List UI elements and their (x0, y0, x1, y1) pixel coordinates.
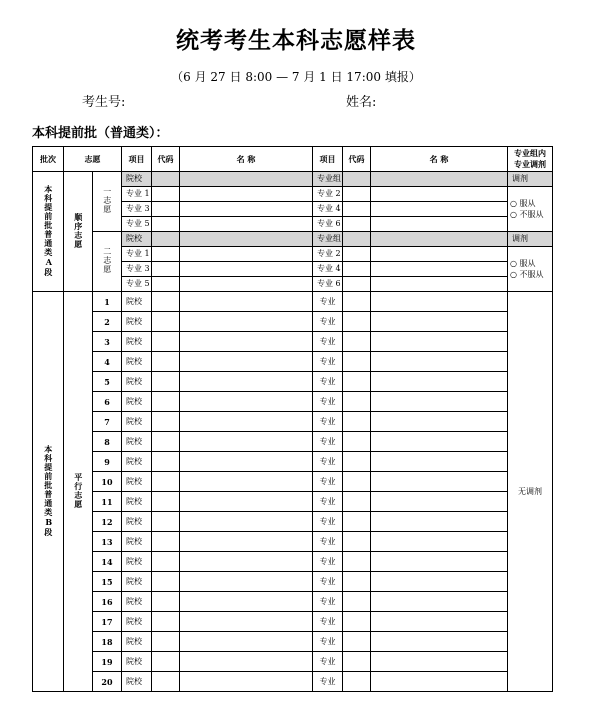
item-label-2: 专业 (313, 432, 343, 452)
name-field[interactable] (180, 217, 313, 232)
item-label: 专业 5 (122, 277, 152, 292)
b-row (33, 672, 553, 692)
code-field-2[interactable] (343, 262, 371, 277)
wish-number-cell (93, 172, 122, 232)
code-field[interactable] (152, 512, 180, 532)
item-label-2: 专业 (313, 452, 343, 472)
wish-index: 15 (93, 572, 122, 592)
code-field[interactable] (152, 247, 180, 262)
item-label: 院校 (122, 332, 152, 352)
exam-number-label: 考生号: (82, 95, 126, 110)
code-field[interactable] (152, 452, 180, 472)
section-title: 本科提前批（普通类）： (32, 126, 169, 141)
code-field-2[interactable] (343, 352, 371, 372)
code-field[interactable] (152, 532, 180, 552)
b-row (33, 372, 553, 392)
name-field[interactable] (180, 277, 313, 292)
name-field-2[interactable] (371, 217, 508, 232)
item-label: 专业 1 (122, 187, 152, 202)
code-field[interactable] (152, 652, 180, 672)
code-field[interactable] (152, 312, 180, 332)
name-field[interactable] (180, 332, 313, 352)
wish-index: 14 (93, 552, 122, 572)
b-row (33, 572, 553, 592)
name-field-2[interactable] (371, 552, 508, 572)
code-field-2[interactable] (343, 632, 371, 652)
batch-b-label: 本科提前批普通类B段 (43, 444, 54, 537)
item-label: 院校 (122, 352, 152, 372)
name-field[interactable] (180, 262, 313, 277)
code-field-2[interactable] (343, 492, 371, 512)
code-field[interactable] (152, 572, 180, 592)
name-field-2[interactable] (371, 652, 508, 672)
item-label-2: 专业 (313, 292, 343, 312)
name-field-2[interactable] (371, 532, 508, 552)
code-field-2[interactable] (343, 247, 371, 262)
name-field-2[interactable] (371, 672, 508, 692)
code-field[interactable] (152, 432, 180, 452)
name-field-2[interactable] (371, 492, 508, 512)
adjust-accept-radio[interactable]: ○ 服从 (510, 199, 536, 208)
code-field[interactable] (152, 217, 180, 232)
b-row (33, 352, 553, 372)
code-field-2[interactable] (343, 672, 371, 692)
code-field-2[interactable] (343, 512, 371, 532)
name-field-2[interactable] (371, 632, 508, 652)
code-field-2[interactable] (343, 532, 371, 552)
header-name: 名 称 (180, 147, 313, 172)
code-field-2[interactable] (343, 392, 371, 412)
item-label: 院校 (122, 572, 152, 592)
item-label: 院校 (122, 412, 152, 432)
order-wish-label: 顺序志愿 (73, 212, 84, 249)
name-field[interactable] (180, 552, 313, 572)
item-label-2: 专业 (313, 492, 343, 512)
item-label: 专业 1 (122, 247, 152, 262)
code-field[interactable] (152, 292, 180, 312)
name-field[interactable] (180, 232, 313, 247)
b-row (33, 552, 553, 572)
item-label-2: 专业 6 (313, 217, 343, 232)
code-field[interactable] (152, 472, 180, 492)
adjust-title: 调剂 (508, 232, 553, 247)
wish-index: 16 (93, 592, 122, 612)
item-label-2: 专业 (313, 632, 343, 652)
b-row (33, 652, 553, 672)
name-field-2[interactable] (371, 277, 508, 292)
name-field-2[interactable] (371, 187, 508, 202)
name-field[interactable] (180, 372, 313, 392)
code-field[interactable] (152, 172, 180, 187)
item-label: 院校 (122, 512, 152, 532)
code-field[interactable] (152, 632, 180, 652)
name-field-2[interactable] (371, 472, 508, 492)
code-field-2[interactable] (343, 332, 371, 352)
order-wish-cell (64, 172, 93, 292)
header-code: 代码 (152, 147, 180, 172)
code-field-2[interactable] (343, 312, 371, 332)
wish-number-cell (93, 232, 122, 292)
name-field[interactable] (180, 572, 313, 592)
b-row (33, 592, 553, 612)
adjust-accept-radio[interactable]: ○ 服从 (510, 259, 536, 268)
item-label: 专业 5 (122, 217, 152, 232)
code-field[interactable] (152, 262, 180, 277)
wish-form-table (32, 146, 553, 692)
item-label: 院校 (122, 432, 152, 452)
name-field[interactable] (180, 432, 313, 452)
batch-a-cell (33, 172, 64, 292)
wish-index: 13 (93, 532, 122, 552)
wish-index: 1 (93, 292, 122, 312)
name-field[interactable] (180, 452, 313, 472)
item-label: 院校 (122, 592, 152, 612)
b-row (33, 392, 553, 412)
item-label: 专业 3 (122, 262, 152, 277)
wish-number-label: 一志愿 (102, 187, 112, 214)
name-field[interactable] (180, 532, 313, 552)
item-label-2: 专业 4 (313, 262, 343, 277)
b-row (33, 532, 553, 552)
item-label-2: 专业 (313, 332, 343, 352)
item-label: 专业 3 (122, 202, 152, 217)
b-row (33, 612, 553, 632)
item-label-2: 专业 (313, 532, 343, 552)
header-adjust: 专业组内 专业调剂 (508, 147, 553, 172)
adjust-title: 调剂 (508, 172, 553, 187)
wish-index: 3 (93, 332, 122, 352)
name-field[interactable] (180, 187, 313, 202)
item-label-2: 专业 (313, 552, 343, 572)
code-field-2[interactable] (343, 277, 371, 292)
item-label: 院校 (122, 672, 152, 692)
code-field[interactable] (152, 412, 180, 432)
name-field[interactable] (180, 652, 313, 672)
name-field[interactable] (180, 492, 313, 512)
student-name-label: 姓名: (346, 95, 377, 110)
section-a-body (33, 172, 553, 292)
header-code-2: 代码 (343, 147, 371, 172)
wish-index: 8 (93, 432, 122, 452)
item-label: 院校 (122, 472, 152, 492)
wish-index: 18 (93, 632, 122, 652)
name-field[interactable] (180, 312, 313, 332)
item-label: 院校 (122, 652, 152, 672)
name-field[interactable] (180, 202, 313, 217)
item-label-2: 专业 6 (313, 277, 343, 292)
item-label-2: 专业 (313, 652, 343, 672)
code-field[interactable] (152, 372, 180, 392)
code-field[interactable] (152, 277, 180, 292)
wish-index: 2 (93, 312, 122, 332)
b-row (33, 492, 553, 512)
name-field-2[interactable] (371, 292, 508, 312)
name-field-2[interactable] (371, 612, 508, 632)
wish-index: 5 (93, 372, 122, 392)
code-field-2[interactable] (343, 172, 371, 187)
wish-index: 20 (93, 672, 122, 692)
wish-index: 4 (93, 352, 122, 372)
name-field-2[interactable] (371, 172, 508, 187)
page-title: 统考考生本科志愿样表 (176, 27, 416, 54)
code-field-2[interactable] (343, 187, 371, 202)
item-label-2: 专业 (313, 672, 343, 692)
code-field-2[interactable] (343, 372, 371, 392)
name-field-2[interactable] (371, 512, 508, 532)
b-row (33, 412, 553, 432)
item-label: 院校 (122, 552, 152, 572)
wish-index: 17 (93, 612, 122, 632)
code-field-2[interactable] (343, 232, 371, 247)
wish-index: 6 (93, 392, 122, 412)
name-field-2[interactable] (371, 202, 508, 217)
item-label-2: 专业 (313, 352, 343, 372)
name-field-2[interactable] (371, 372, 508, 392)
item-label-2: 专业 (313, 312, 343, 332)
code-field[interactable] (152, 672, 180, 692)
code-field-2[interactable] (343, 202, 371, 217)
code-field[interactable] (152, 332, 180, 352)
code-field-2[interactable] (343, 572, 371, 592)
item-label-2: 专业 (313, 592, 343, 612)
item-label-2: 专业组 (313, 172, 343, 187)
name-field[interactable] (180, 412, 313, 432)
adjust-options (508, 187, 553, 232)
wish-index: 10 (93, 472, 122, 492)
name-field-2[interactable] (371, 452, 508, 472)
name-field[interactable] (180, 392, 313, 412)
name-field-2[interactable] (371, 432, 508, 452)
item-label: 院校 (122, 492, 152, 512)
name-field-2[interactable] (371, 312, 508, 332)
section-b-body (33, 292, 553, 692)
item-label-2: 专业 (313, 472, 343, 492)
header-name-2: 名 称 (371, 147, 508, 172)
code-field[interactable] (152, 552, 180, 572)
item-label-2: 专业 (313, 572, 343, 592)
item-label-2: 专业组 (313, 232, 343, 247)
code-field[interactable] (152, 202, 180, 217)
item-label-2: 专业 (313, 612, 343, 632)
item-label: 院校 (122, 532, 152, 552)
name-field-2[interactable] (371, 572, 508, 592)
code-field[interactable] (152, 187, 180, 202)
parallel-wish-cell (64, 292, 93, 692)
name-field[interactable] (180, 352, 313, 372)
item-label-2: 专业 (313, 372, 343, 392)
wish-index: 19 (93, 652, 122, 672)
wish-number-label: 二志愿 (102, 247, 112, 274)
item-label: 院校 (122, 312, 152, 332)
b-row (33, 432, 553, 452)
a-row (33, 232, 553, 247)
name-field[interactable] (180, 612, 313, 632)
batch-b-cell (33, 292, 64, 692)
code-field-2[interactable] (343, 432, 371, 452)
name-field[interactable] (180, 247, 313, 262)
name-field-2[interactable] (371, 352, 508, 372)
no-adjust-cell: 无调剂 (508, 292, 553, 692)
name-field[interactable] (180, 172, 313, 187)
item-label: 院校 (122, 292, 152, 312)
name-field-2[interactable] (371, 412, 508, 432)
item-label: 院校 (122, 612, 152, 632)
wish-index: 9 (93, 452, 122, 472)
wish-index: 12 (93, 512, 122, 532)
item-label: 院校 (122, 172, 152, 187)
item-label: 院校 (122, 632, 152, 652)
name-field-2[interactable] (371, 592, 508, 612)
item-label: 院校 (122, 452, 152, 472)
adjust-decline-radio[interactable]: ○ 不服从 (510, 210, 544, 219)
code-field-2[interactable] (343, 652, 371, 672)
name-field-2[interactable] (371, 392, 508, 412)
parallel-wish-label: 平行志愿 (73, 472, 84, 509)
name-field[interactable] (180, 292, 313, 312)
header-batch: 批次 (33, 147, 64, 172)
name-field[interactable] (180, 512, 313, 532)
name-field[interactable] (180, 592, 313, 612)
code-field[interactable] (152, 352, 180, 372)
item-label-2: 专业 (313, 392, 343, 412)
name-field-2[interactable] (371, 332, 508, 352)
code-field-2[interactable] (343, 552, 371, 572)
item-label: 院校 (122, 392, 152, 412)
code-field-2[interactable] (343, 292, 371, 312)
b-row (33, 632, 553, 652)
item-label-2: 专业 (313, 412, 343, 432)
a-row (33, 172, 553, 187)
code-field-2[interactable] (343, 592, 371, 612)
page-subtitle: （6 月 27 日 8:00 — 7 月 1 日 17:00 填报） (171, 70, 421, 84)
adjust-decline-radio[interactable]: ○ 不服从 (510, 270, 544, 279)
wish-index: 7 (93, 412, 122, 432)
code-field-2[interactable] (343, 217, 371, 232)
name-field-2[interactable] (371, 232, 508, 247)
name-field[interactable] (180, 672, 313, 692)
code-field-2[interactable] (343, 612, 371, 632)
b-row (33, 472, 553, 492)
item-label: 院校 (122, 232, 152, 247)
batch-a-label: 本科提前批普通类A段 (43, 184, 54, 277)
name-field[interactable] (180, 472, 313, 492)
b-row (33, 332, 553, 352)
code-field[interactable] (152, 392, 180, 412)
wish-index: 11 (93, 492, 122, 512)
item-label: 院校 (122, 372, 152, 392)
b-row (33, 452, 553, 472)
name-field[interactable] (180, 632, 313, 652)
header-item-2: 项目 (313, 147, 343, 172)
item-label-2: 专业 2 (313, 187, 343, 202)
item-label-2: 专业 2 (313, 247, 343, 262)
item-label-2: 专业 4 (313, 202, 343, 217)
code-field-2[interactable] (343, 472, 371, 492)
code-field[interactable] (152, 232, 180, 247)
header-item: 项目 (122, 147, 152, 172)
header-wish: 志愿 (64, 147, 122, 172)
code-field-2[interactable] (343, 452, 371, 472)
code-field-2[interactable] (343, 412, 371, 432)
code-field[interactable] (152, 612, 180, 632)
b-row (33, 512, 553, 532)
adjust-options (508, 247, 553, 292)
code-field[interactable] (152, 492, 180, 512)
b-row (33, 292, 553, 312)
code-field[interactable] (152, 592, 180, 612)
name-field-2[interactable] (371, 247, 508, 262)
item-label-2: 专业 (313, 512, 343, 532)
name-field-2[interactable] (371, 262, 508, 277)
b-row (33, 312, 553, 332)
